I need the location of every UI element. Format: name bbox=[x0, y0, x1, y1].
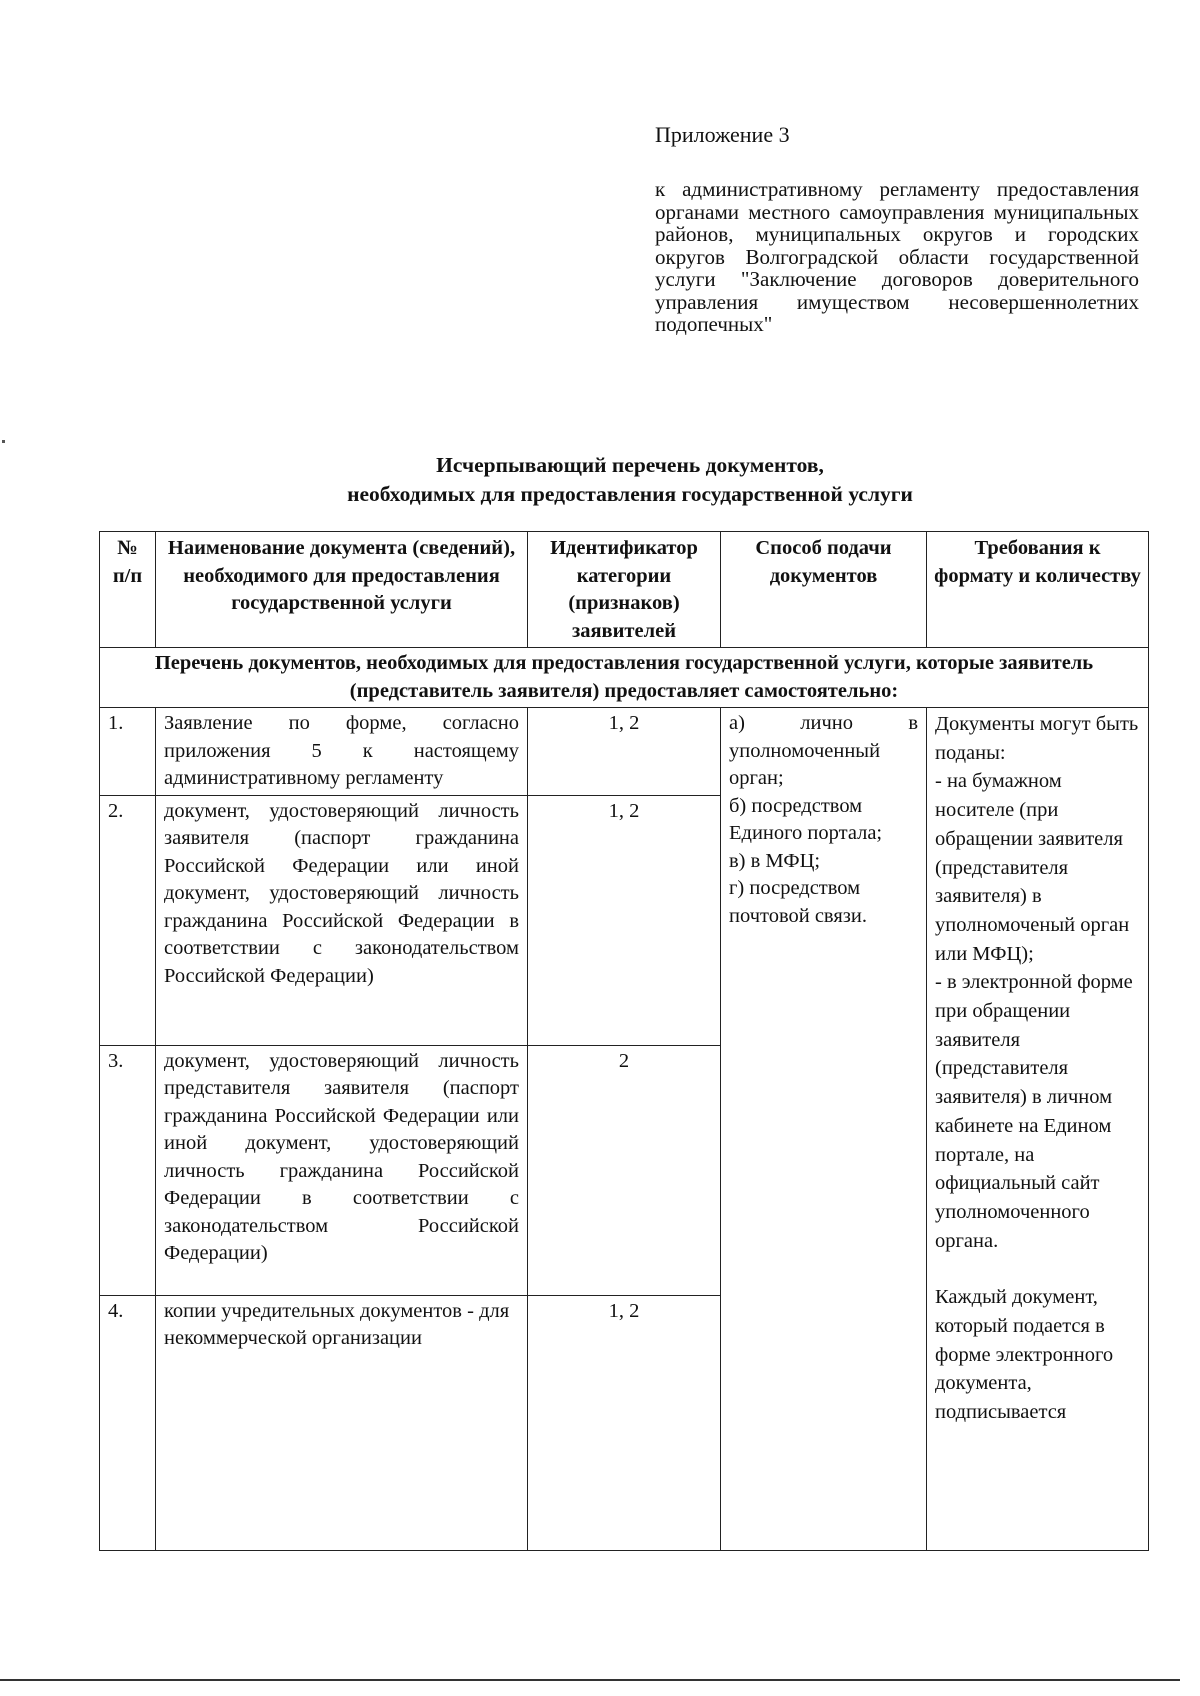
table-header-row bbox=[100, 532, 1149, 648]
section-row bbox=[100, 648, 1149, 708]
requirements-item: Каждый документ, который подается в форме электронного документа, подписывается bbox=[935, 1286, 1114, 1424]
section-title: Перечень документов, необходимых для предоставления государственной услуги, которые заявитель (представитель заявителя) предоставляет самостоятельно: bbox=[100, 648, 1149, 708]
row-number: 1. bbox=[100, 708, 156, 796]
method-item: в) в МФЦ; bbox=[729, 849, 821, 872]
header-number: № п/п bbox=[100, 532, 156, 648]
header-category-id: Идентификатор категории (признаков) заявителей bbox=[528, 532, 721, 648]
header-document-name: Наименование документа (сведений), необходимого для предоставления государственной услуги bbox=[156, 532, 528, 648]
page-bottom-rule bbox=[0, 1679, 1180, 1681]
requirements-item: - в электронной форме при обращении заявителя (представителя заявителя) в личном кабинете на Едином портале, на официальный сайт уполномоченного органа. bbox=[935, 971, 1133, 1252]
method-item: а) лично в уполномоченный орган; bbox=[729, 712, 918, 789]
header-requirements: Требования к формату и количеству bbox=[927, 532, 1149, 648]
appendix-note: к административному регламенту предоставления органами местного самоуправления муниципальных районов, муниципальных округов и городских округов Волгоградской области государственной услуги "Заключение договоров доверительного управления имуществом несовершеннолетних подопечных" bbox=[655, 177, 1139, 336]
heading-line-1: Исчерпывающий перечень документов, bbox=[436, 453, 824, 477]
submission-method-cell bbox=[721, 708, 927, 1551]
documents-table bbox=[99, 531, 1149, 1551]
header-submission-method: Способ подачи документов bbox=[721, 532, 927, 648]
row-category: 2 bbox=[528, 1045, 721, 1295]
scan-margin-mark bbox=[2, 440, 5, 443]
row-number: 2. bbox=[100, 795, 156, 1045]
requirements-item: - на бумажном носителе (при обращении заявителя (представителя заявителя) в уполномоченый орган или МФЦ); bbox=[935, 770, 1130, 965]
requirements-cell bbox=[927, 708, 1149, 1551]
row-document-name: Заявление по форме, согласно приложения 5 к настоящему административному регламенту bbox=[156, 708, 528, 796]
method-item: г) посредством почтовой связи. bbox=[729, 877, 867, 927]
heading-line-2: необходимых для предоставления государственной услуги bbox=[347, 482, 913, 506]
row-number: 4. bbox=[100, 1295, 156, 1550]
row-document-name: документ, удостоверяющий личность заявителя (паспорт гражданина Российской Федерации или иной документ, удостоверяющий личность гражданина Российской Федерации в соответствии с законодательством Российской Федерации) bbox=[156, 795, 528, 1045]
requirements-item: Документы могут быть поданы: bbox=[935, 713, 1139, 764]
row-category: 1, 2 bbox=[528, 708, 721, 796]
row-document-name: копии учредительных документов - для некоммерческой организации bbox=[156, 1295, 528, 1550]
row-category: 1, 2 bbox=[528, 1295, 721, 1550]
method-item: б) посредством Единого портала; bbox=[729, 794, 883, 844]
row-document-name: документ, удостоверяющий личность представителя заявителя (паспорт гражданина Российской Федерации или иной документ, удостоверяющий личность гражданина Российской Федерации в соответствии с законодательством Российской Федерации) bbox=[156, 1045, 528, 1295]
table-row bbox=[100, 708, 1149, 796]
appendix-title: Приложение 3 bbox=[655, 122, 790, 147]
document-heading bbox=[0, 451, 1200, 509]
row-number: 3. bbox=[100, 1045, 156, 1295]
row-category: 1, 2 bbox=[528, 795, 721, 1045]
